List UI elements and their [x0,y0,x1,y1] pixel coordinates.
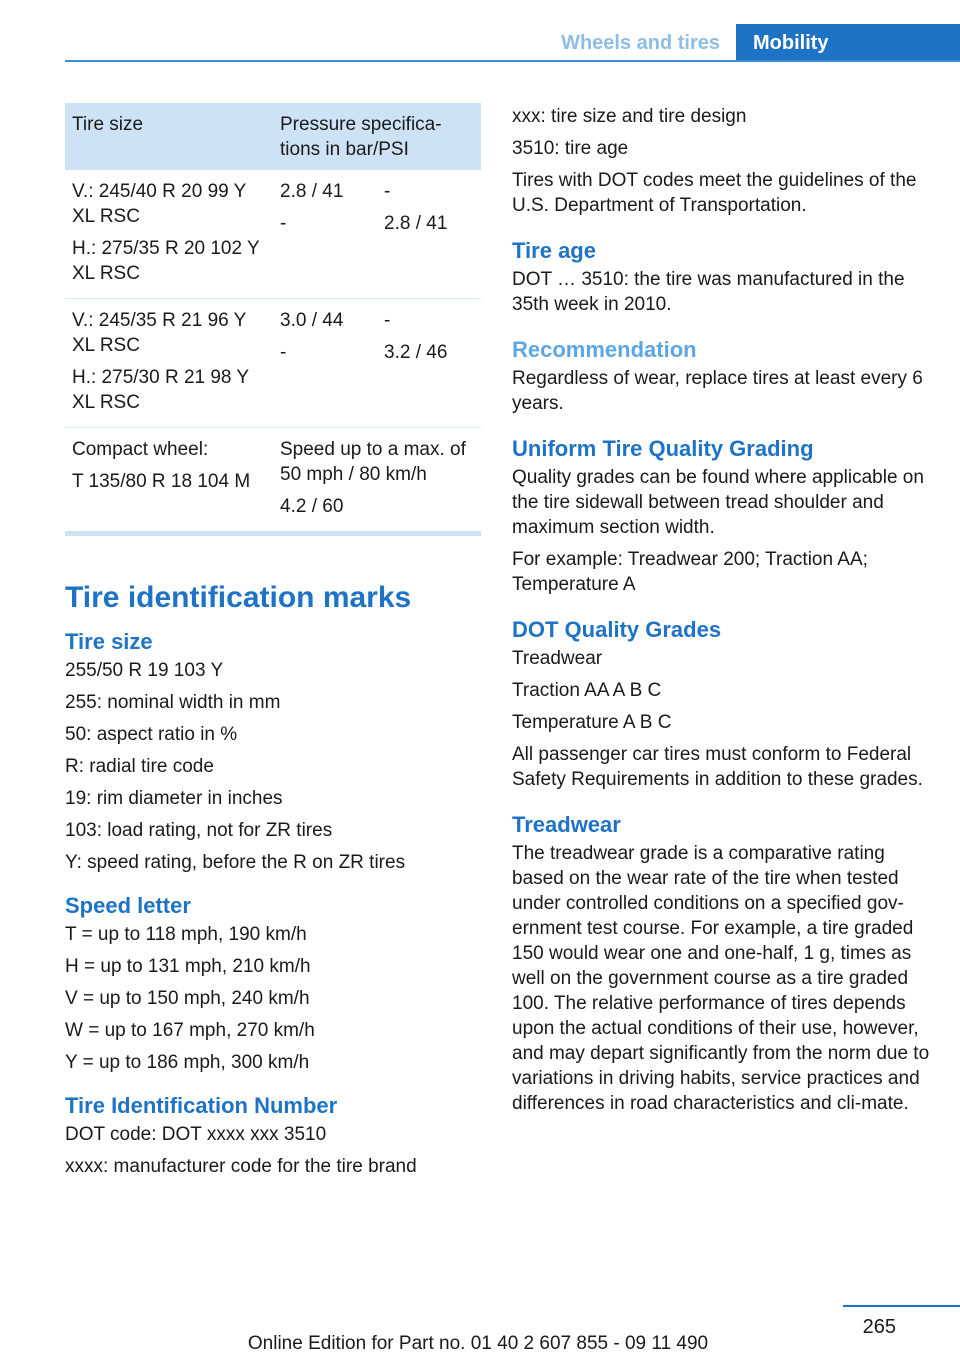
pressure-value: 4.2 / 60 [280,496,344,517]
tire-size-cell [65,170,273,299]
rear-tire-size: H.: 275/35 R 20 102 Y XL RSC [72,238,260,284]
text-paragraph: For example: Treadwear 200; Traction AA; Temperature A [512,549,868,595]
text-paragraph: All passenger car tires must conform to Federal Safety Requirements in addition to these grades. [512,744,923,790]
tire-size-cell [65,299,273,428]
subheading-tire-age: Tire age [512,238,596,263]
front-tire-size: V.: 245/40 R 20 99 Y XL RSC [72,181,246,227]
text-paragraph: Tires with DOT codes meet the guidelines of the U.S. Department of Transportation. [512,170,917,216]
text-line: Treadwear [512,648,603,669]
pressure-value: 3.2 / 46 [384,342,448,363]
text-line: Y: speed rating, before the R on ZR tires [65,852,406,873]
text-line: Traction AA A B C [512,680,662,701]
subheading-recommendation: Recommendation [512,337,697,362]
text-line: W = up to 167 mph, 270 km/h [65,1020,315,1041]
pressure-cell [377,299,481,428]
pressure-cell [273,299,377,428]
header-rule [65,60,960,62]
text-line: R: radial tire code [65,756,214,777]
text-paragraph: Quality grades can be found where applicable on the tire sidewall between tread shoulder and maximum section width. [512,467,924,538]
pressure-value: - [280,213,287,234]
table-row [65,299,481,428]
table-row [65,428,481,532]
text-line: 255/50 R 19 103 Y [65,660,224,681]
text-line: T = up to 118 mph, 190 km/h [65,924,307,945]
text-line: xxxx: manufacturer code for the tire brand [65,1156,417,1177]
pressure-value: 2.8 / 41 [280,181,344,202]
text-paragraph: The treadwear grade is a comparative rating based on the wear rate of the tire when tested under controlled conditions on a specified gov-ernment test course. For example, a tire graded 150 would wear one and one-half, 1 g, times as well on the government course as a tire graded 100. The relative performance of tires depends upon the actual conditions of their use, however, and may depart significantly from the norm due to variations in driving habits, service practices and differences in road characteristics and cli-mate. [512,843,930,1114]
tire-pressure-table [65,103,481,531]
text-line: 50: aspect ratio in % [65,724,238,745]
text-line: xxx: tire size and tire design [512,106,747,127]
text-line: V = up to 150 mph, 240 km/h [65,988,310,1009]
table-row [65,170,481,299]
rear-tire-size: H.: 275/30 R 21 98 Y XL RSC [72,367,249,413]
column-header-pressure: Pressure specifica-tions in bar/PSI [273,103,481,170]
table-header-row [65,103,481,170]
page-header [0,0,960,62]
subheading-uniform-tire-quality-grading: Uniform Tire Quality Grading [512,436,814,461]
compact-wheel-label: Compact wheel: [72,439,209,460]
text-line: Y = up to 186 mph, 300 km/h [65,1052,310,1073]
edition-text: Online Edition for Part no. 01 40 2 607 855 - 09 11 490 [247,1333,709,1354]
text-line: 19: rim diameter in inches [65,788,283,809]
section-label[interactable]: Wheels and tires [561,32,720,54]
subheading-speed-letter: Speed letter [65,893,191,918]
subheading-tire-identification-number: Tire Identification Number [65,1093,338,1118]
tab-mobility[interactable]: Mobility [736,24,960,62]
tire-size-cell [65,428,273,532]
text-line: 3510: tire age [512,138,629,159]
column-header-tire-size: Tire size [65,103,273,170]
pressure-cell [273,170,377,299]
right-column [512,104,932,1123]
pressure-value: - [384,181,391,202]
subheading-tire-size: Tire size [65,629,153,654]
page-number: 265 [862,1316,896,1338]
pressure-value: 3.0 / 44 [280,310,344,331]
pressure-value: - [384,310,391,331]
subheading-treadwear: Treadwear [512,812,621,837]
pressure-cell [377,170,481,299]
text-paragraph: Regardless of wear, replace tires at least every 6 years. [512,368,923,414]
text-line: Temperature A B C [512,712,672,733]
text-line: 103: load rating, not for ZR tires [65,820,333,841]
edition-footer [0,1333,960,1355]
left-column [65,103,481,1186]
subheading-dot-quality-grades: DOT Quality Grades [512,617,722,642]
text-line: H = up to 131 mph, 210 km/h [65,956,311,977]
text-line: 255: nominal width in mm [65,692,281,713]
pressure-value: 2.8 / 41 [384,213,448,234]
pressure-value: - [280,342,287,363]
speed-limit-note: Speed up to a max. of 50 mph / 80 km/h [280,439,466,485]
text-line: DOT code: DOT xxxx xxx 3510 [65,1124,327,1145]
table-bottom-rule [65,531,481,536]
footer-rule [843,1305,960,1307]
text-paragraph: DOT … 3510: the tire was manufactured in the 35th week in 2010. [512,269,905,315]
compact-wheel-size: T 135/80 R 18 104 M [72,471,251,492]
front-tire-size: V.: 245/35 R 21 96 Y XL RSC [72,310,246,356]
pressure-cell [273,428,481,532]
section-title: Tire identification marks [65,581,412,614]
